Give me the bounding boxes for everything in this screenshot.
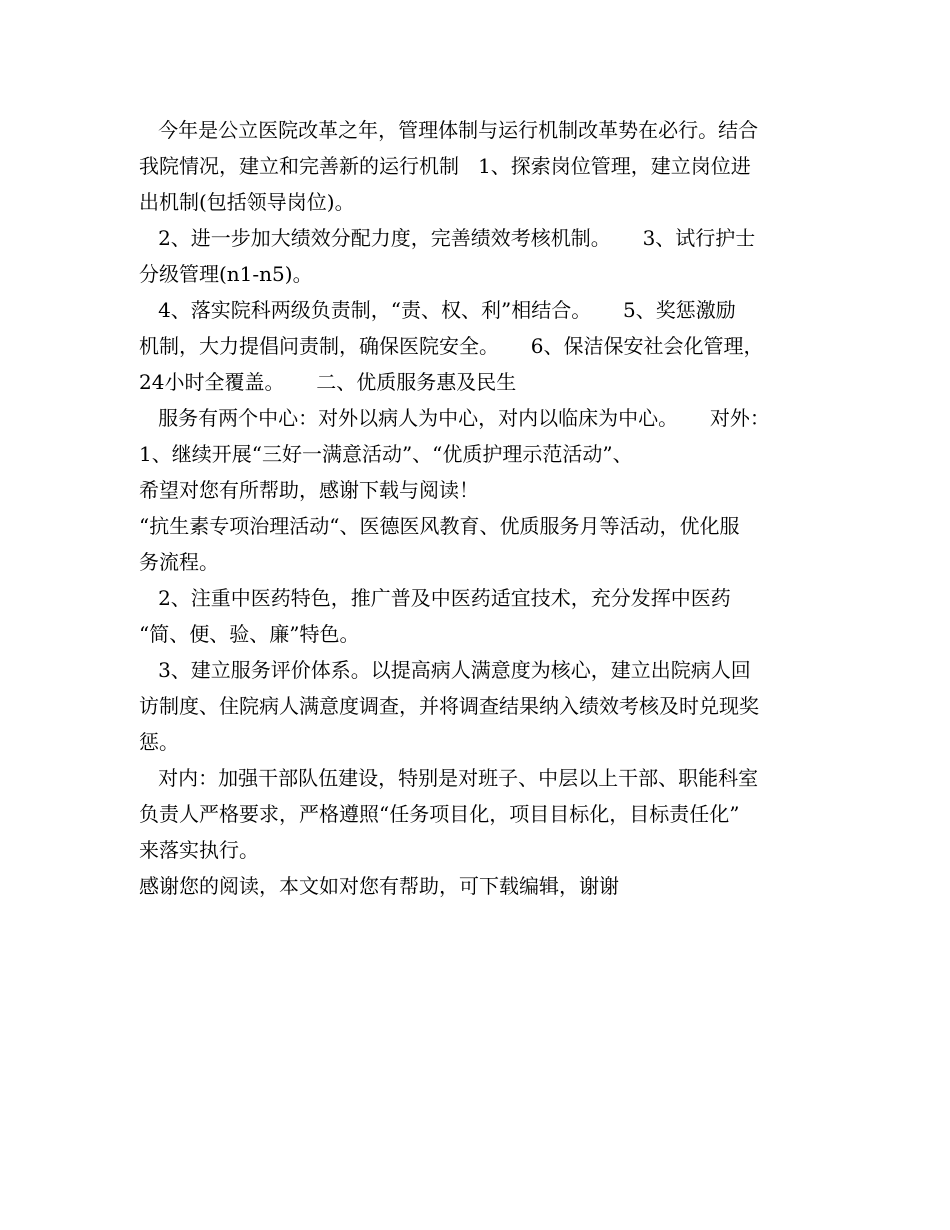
text-line: 来落实执行。 xyxy=(139,838,259,862)
text-line: 今年是公立医院改革之年，管理体制与运行机制改革势在必行。结合 xyxy=(139,118,759,142)
text-line: 负责人严格要求，严格遵照“任务项目化，项目目标化，目标责任化” xyxy=(139,802,740,826)
text-line: 分级管理(n1-n5)。 xyxy=(139,262,313,286)
text-line: “抗生素专项治理活动“、医德医风教育、优质服务月等活动，优化服 xyxy=(139,514,740,538)
text-line: 服务有两个中心：对外以病人为中心，对内以临床为中心。 对外： xyxy=(139,406,770,430)
text-line: 机制，大力提倡问责制，确保医院安全。 6、保洁保安社会化管理， xyxy=(139,334,764,358)
text-line: 惩。 xyxy=(139,730,179,754)
text-line: 3、建立服务评价体系。以提高病人满意度为核心，建立出院病人回 xyxy=(139,658,751,682)
text-line: 2、进一步加大绩效分配力度，完善绩效考核机制。 3、试行护士 xyxy=(139,226,756,250)
text-line: 对内：加强干部队伍建设，特别是对班子、中层以上干部、职能科室 xyxy=(139,766,759,790)
download-thanks-line: 希望对您有所帮助，感谢下载与阅读！ xyxy=(139,478,479,502)
text-line: 出机制(包括领导岗位)。 xyxy=(139,190,355,214)
closing-thanks-line: 感谢您的阅读，本文如对您有帮助，可下载编辑，谢谢 xyxy=(139,874,619,898)
text-line: 务流程。 xyxy=(139,550,219,574)
text-line: 访制度、住院病人满意度调查，并将调查结果纳入绩效考核及时兑现奖 xyxy=(139,694,759,718)
text-line: 2、注重中医药特色，推广普及中医药适宜技术，充分发挥中医药 xyxy=(139,586,731,610)
text-line: 我院情况，建立和完善新的运行机制 1、探索岗位管理，建立岗位进 xyxy=(139,154,751,178)
text-line: 4、落实院科两级负责制，“责、权、利”相结合。 5、奖惩激励 xyxy=(139,298,736,322)
text-line: 24小时全覆盖。 二、优质服务惠及民生 xyxy=(139,370,517,394)
text-line: 1、继续开展“三好一满意活动”、“优质护理示范活动”、 xyxy=(139,442,633,466)
text-line: “简、便、验、廉”特色。 xyxy=(139,622,360,646)
